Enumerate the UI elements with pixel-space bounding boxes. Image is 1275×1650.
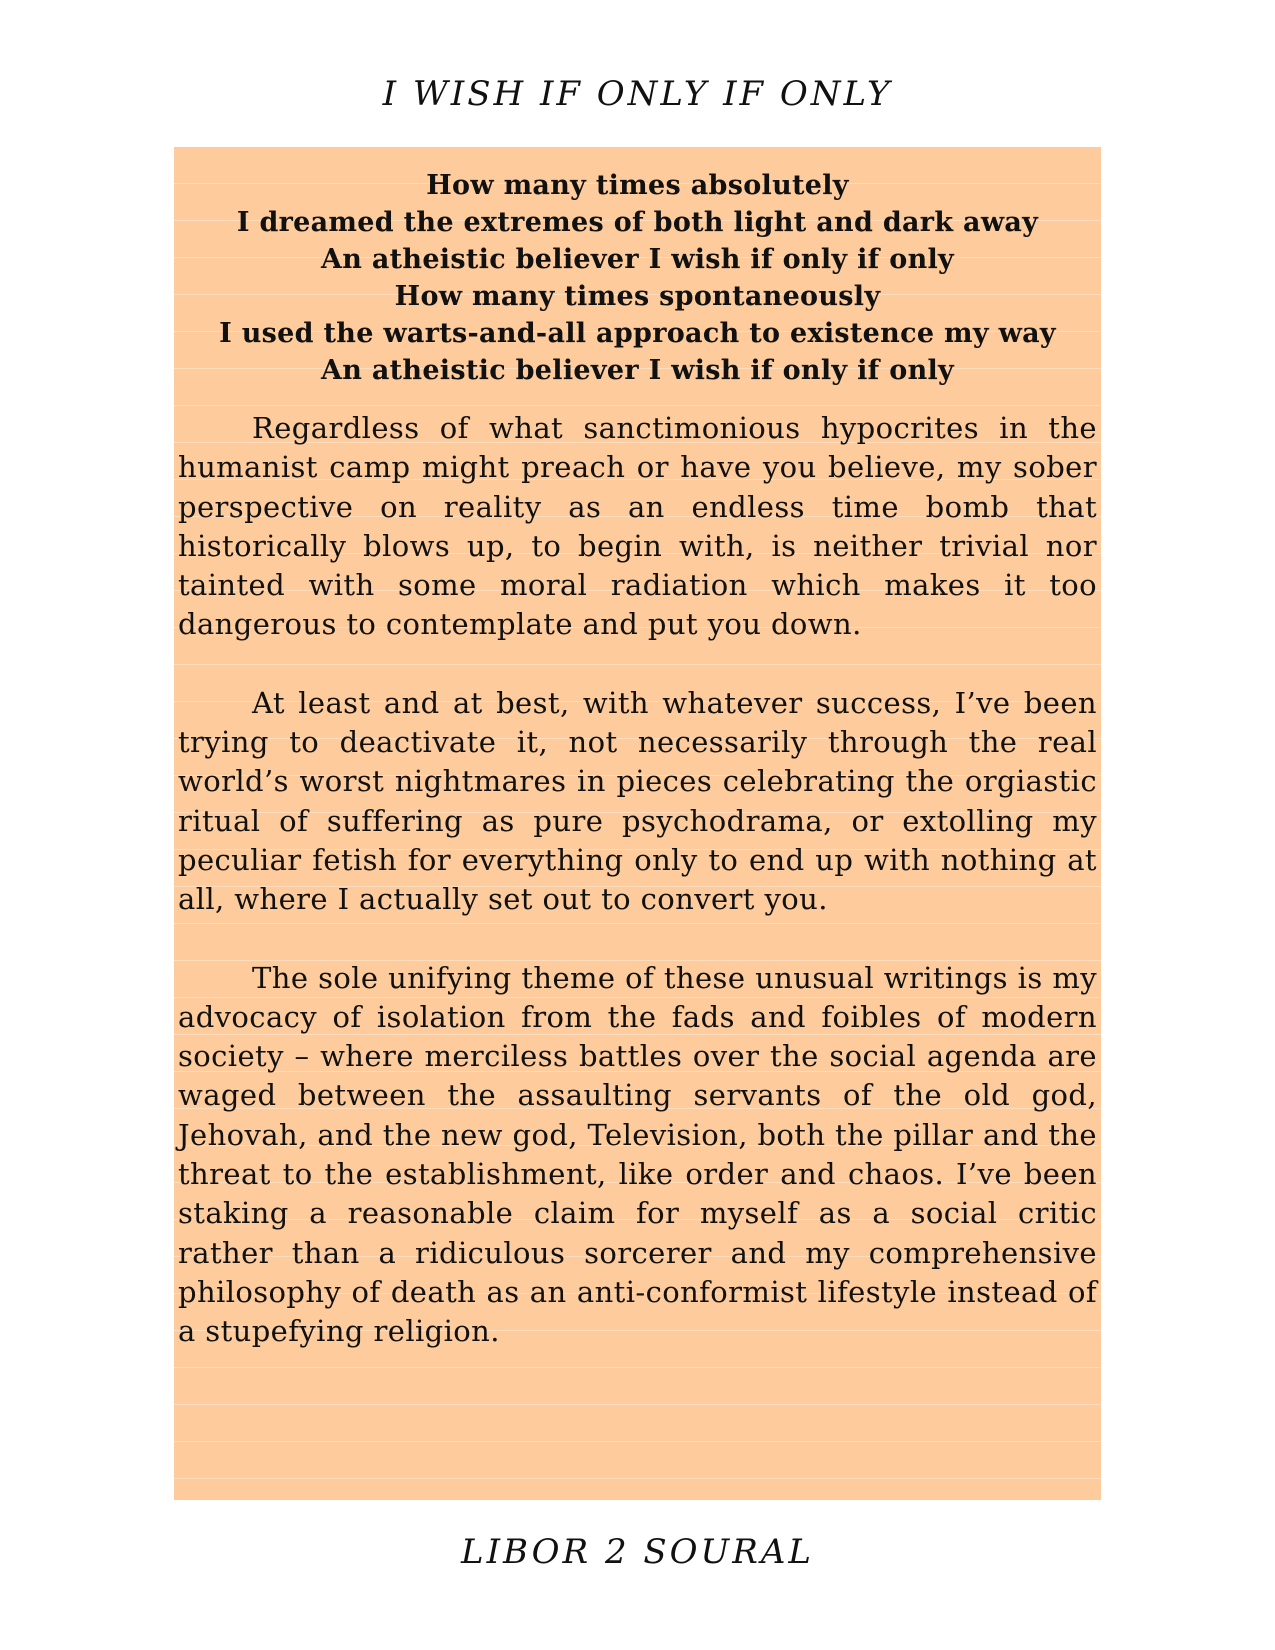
poem-line: An atheistic believer I wish if only if only xyxy=(320,244,955,275)
poem-line: An atheistic believer I wish if only if only xyxy=(320,355,955,386)
page-footer-author: LIBOR 2 SOURAL xyxy=(461,1532,814,1572)
poem-line: I dreamed the extremes of both light and dark away xyxy=(236,207,1039,238)
content-panel xyxy=(174,147,1101,1500)
poem-stanza xyxy=(178,167,1097,389)
poem-line: How many times spontaneously xyxy=(394,281,881,312)
body-paragraph-1: Regardless of what sanctimonious hypocrites in the humanist camp might preach or have you believe, my sober perspective on reality as an endless time bomb that historically blows up, to begin with, is neither trivial nor tainted with some moral radiation which makes it too dangerous to contemplate and put you down. xyxy=(178,411,1097,642)
poem-line: I used the warts-and-all approach to existence my way xyxy=(219,318,1056,349)
page-title: I WISH IF ONLY IF ONLY xyxy=(382,74,893,114)
body-paragraph-2: At least and at best, with whatever success, I’ve been trying to deactivate it, not necessarily through the real world’s worst nightmares in pieces celebrating the orgiastic ritual of suffering as pure psychodrama, or extolling my peculiar fetish for everything only to end up with nothing at all, where I actually set out to convert you. xyxy=(178,685,1097,917)
poem-line: How many times absolutely xyxy=(426,170,849,201)
body-paragraph-3: The sole unifying theme of these unusual writings is my advocacy of isolation from the fads and foibles of modern society – where merciless battles over the social agenda are waged between the assaulting servants of the old god, Jehovah, and the new god, Television, both the pillar and the threat to the establishment, like order and chaos. I’ve been staking a reasonable claim for myself as a social critic rather than a ridiculous sorcerer and my comprehensive philosophy of death as an anti-conformist lifestyle instead of a stupefying religion. xyxy=(178,960,1097,1349)
